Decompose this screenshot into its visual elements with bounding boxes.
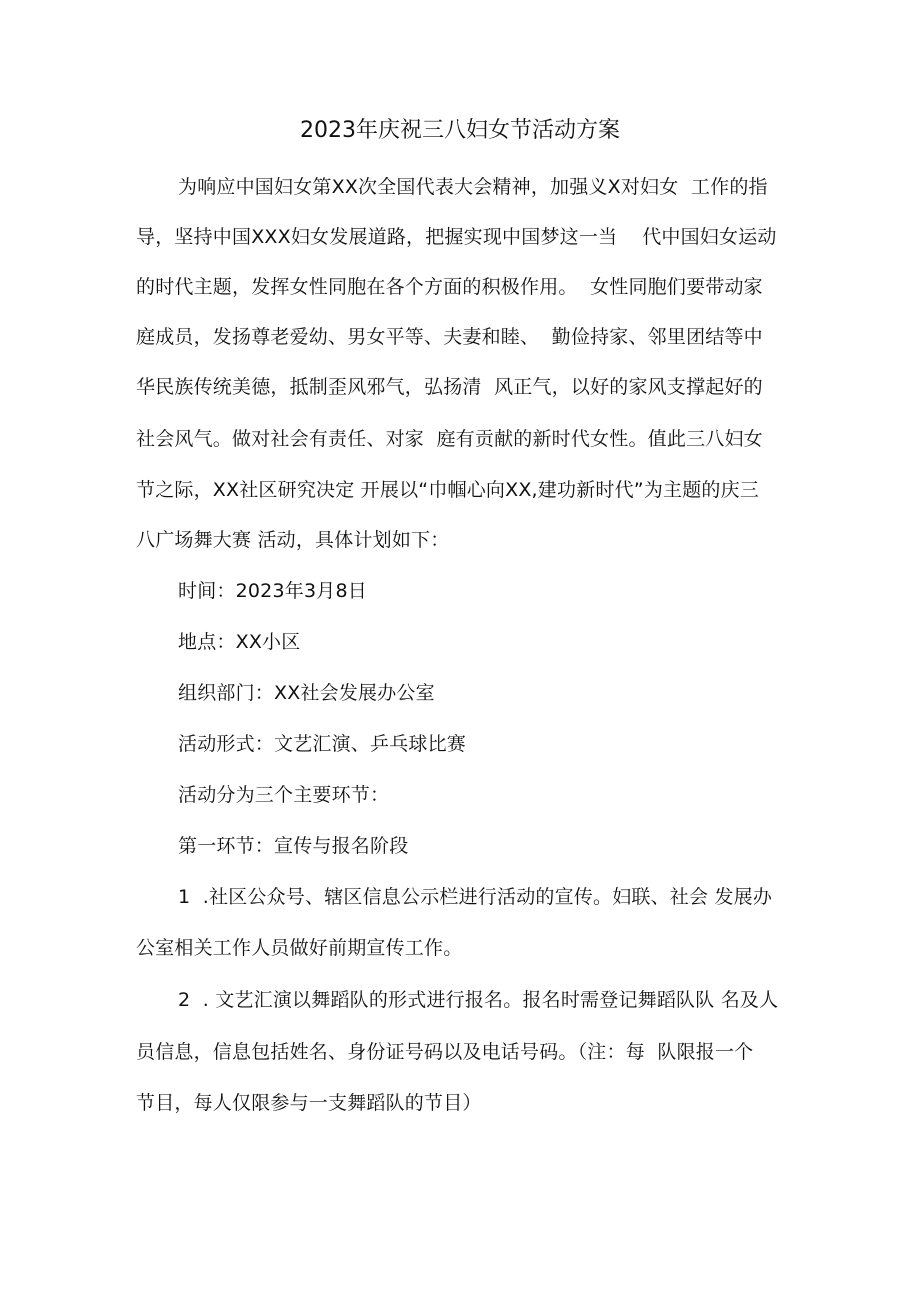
item2-line-3: 节目，每人仅限参与一支舞蹈队的节目） — [136, 1092, 482, 1114]
intro-line-1: 为响应中国妇女第XX次全国代表大会精神，加强义X对妇女 工作的指 — [178, 176, 768, 198]
place-line: 地点：XX小区 — [178, 631, 301, 653]
item2-line-1: 2 . 文艺汇演以舞蹈队的形式进行报名。报名时需登记舞蹈队队 名及人 — [178, 989, 779, 1011]
intro-line-2: 导，坚持中国XXX妇女发展道路，把握实现中国梦这一当 代中国妇女运动 — [136, 226, 777, 248]
intro-line-8: 八广场舞大赛 活动，具体计划如下： — [136, 529, 450, 551]
intro-line-7: 节之际，XX社区研究决定 开展以“巾帼心向XX,建功新时代”为主题的庆三 — [136, 479, 760, 501]
intro-line-4: 庭成员，发扬尊老爱幼、男女平等、夫妻和睦、 勤俭持家、邻里团结等中 — [136, 326, 763, 348]
item1-line-2: 公室相关工作人员做好前期宣传工作。 — [136, 937, 463, 959]
item1-line-1: 1 .社区公众号、辖区信息公示栏进行活动的宣传。妇联、社会 发展办 — [178, 886, 773, 908]
stages-intro-line: 活动分为三个主要环节： — [178, 784, 390, 806]
item2-line-2: 员信息，信息包括姓名、身份证号码以及电话号码。（注：每 队限报一个 — [136, 1041, 754, 1063]
intro-line-3: 的时代主题，发挥女性同胞在各个方面的积极作用。 女性同胞们要带动家 — [136, 276, 763, 298]
time-line: 时间：2023年3月8日 — [178, 580, 367, 602]
form-line: 活动形式：文艺汇演、乒乓球比赛 — [178, 733, 467, 755]
stage1-title: 第一环节：宣传与报名阶段 — [178, 835, 409, 857]
intro-line-5: 华民族传统美德，抵制歪风邪气，弘扬清 风正气，以好的家风支撑起好的 — [136, 376, 763, 398]
intro-line-6: 社会风气。做对社会有责任、对家 庭有贡献的新时代女性。值此三八妇女 — [136, 428, 763, 450]
document-title: 2023年庆祝三八妇女节活动方案 — [300, 118, 620, 143]
organizer-line: 组织部门：XX社会发展办公室 — [178, 682, 435, 704]
